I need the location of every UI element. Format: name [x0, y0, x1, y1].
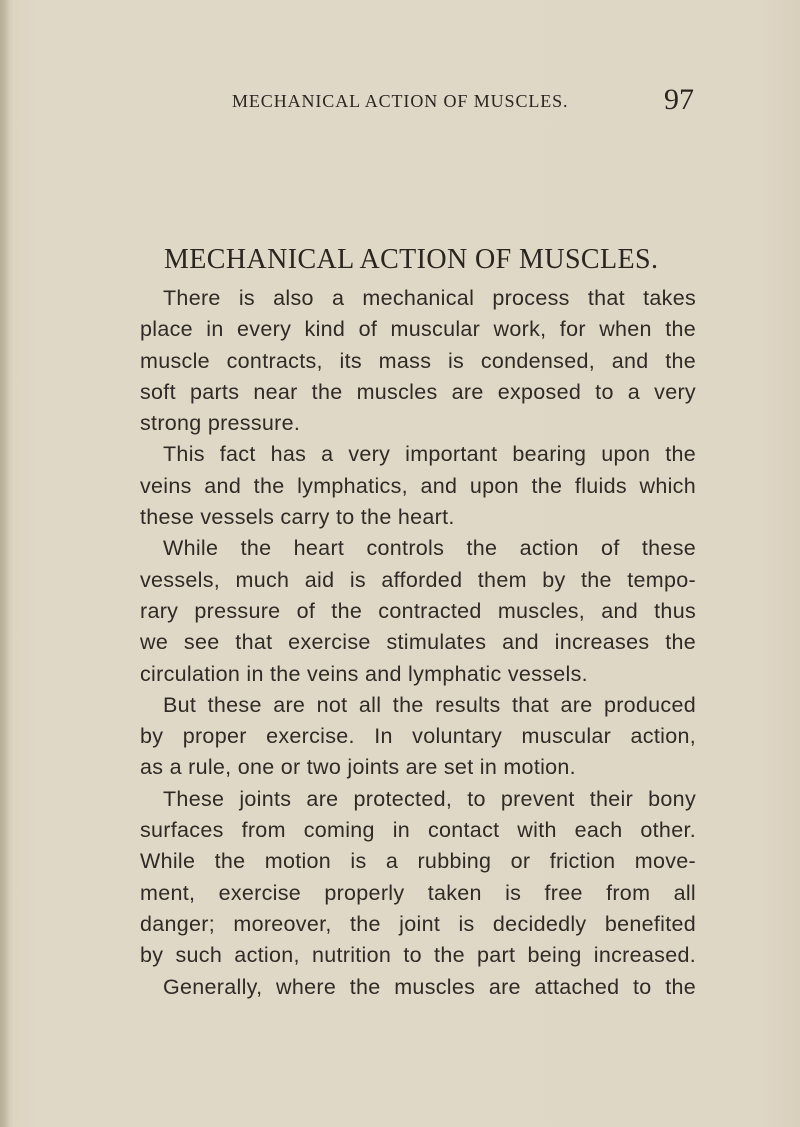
text-line: While the heart controls the action of these	[163, 536, 696, 561]
section-title: MECHANICAL ACTION OF MUSCLES.	[164, 244, 659, 275]
text-line: we see that exercise stimulates and increases the	[140, 630, 696, 655]
text-line: strong pressure.	[140, 411, 301, 436]
text-line: Generally, where the muscles are attached to the	[163, 974, 696, 999]
text-line: by proper exercise. In voluntary muscular action,	[140, 724, 696, 749]
text-line: danger; moreover, the joint is decidedly benefited	[140, 911, 696, 936]
page-number: 97	[664, 83, 694, 116]
text-line: place in every kind of muscular work, for when the	[140, 317, 696, 342]
text-line: soft parts near the muscles are exposed to a very	[140, 379, 696, 404]
body-text	[140, 283, 696, 1003]
running-head-title: MECHANICAL ACTION OF MUSCLES.	[232, 91, 569, 111]
text-line: by such action, nutrition to the part being increased.	[140, 943, 696, 968]
text-line: But these are not all the results that are produced	[163, 692, 696, 717]
text-line: vessels, much aid is afforded them by the tempo-	[140, 567, 696, 592]
text-line: these vessels carry to the heart.	[140, 505, 455, 530]
text-line: surfaces from coming in contact with each other.	[140, 818, 696, 843]
text-line: as a rule, one or two joints are set in motion.	[140, 755, 576, 780]
text-line: veins and the lymphatics, and upon the fluids which	[140, 473, 696, 498]
text-line: This fact has a very important bearing upon the	[163, 442, 696, 467]
running-head	[0, 83, 800, 116]
gutter-shadow	[0, 0, 10, 1127]
text-line: muscle contracts, its mass is condensed, and the	[140, 348, 696, 373]
text-line: These joints are protected, to prevent their bony	[163, 786, 696, 811]
text-line: rary pressure of the contracted muscles, and thus	[140, 598, 696, 623]
text-line: There is also a mechanical process that takes	[163, 286, 696, 310]
text-line: circulation in the veins and lymphatic vessels.	[140, 661, 588, 686]
text-line: While the motion is a rubbing or friction move-	[140, 849, 696, 874]
text-line: ment, exercise properly taken is free from all	[140, 880, 696, 905]
